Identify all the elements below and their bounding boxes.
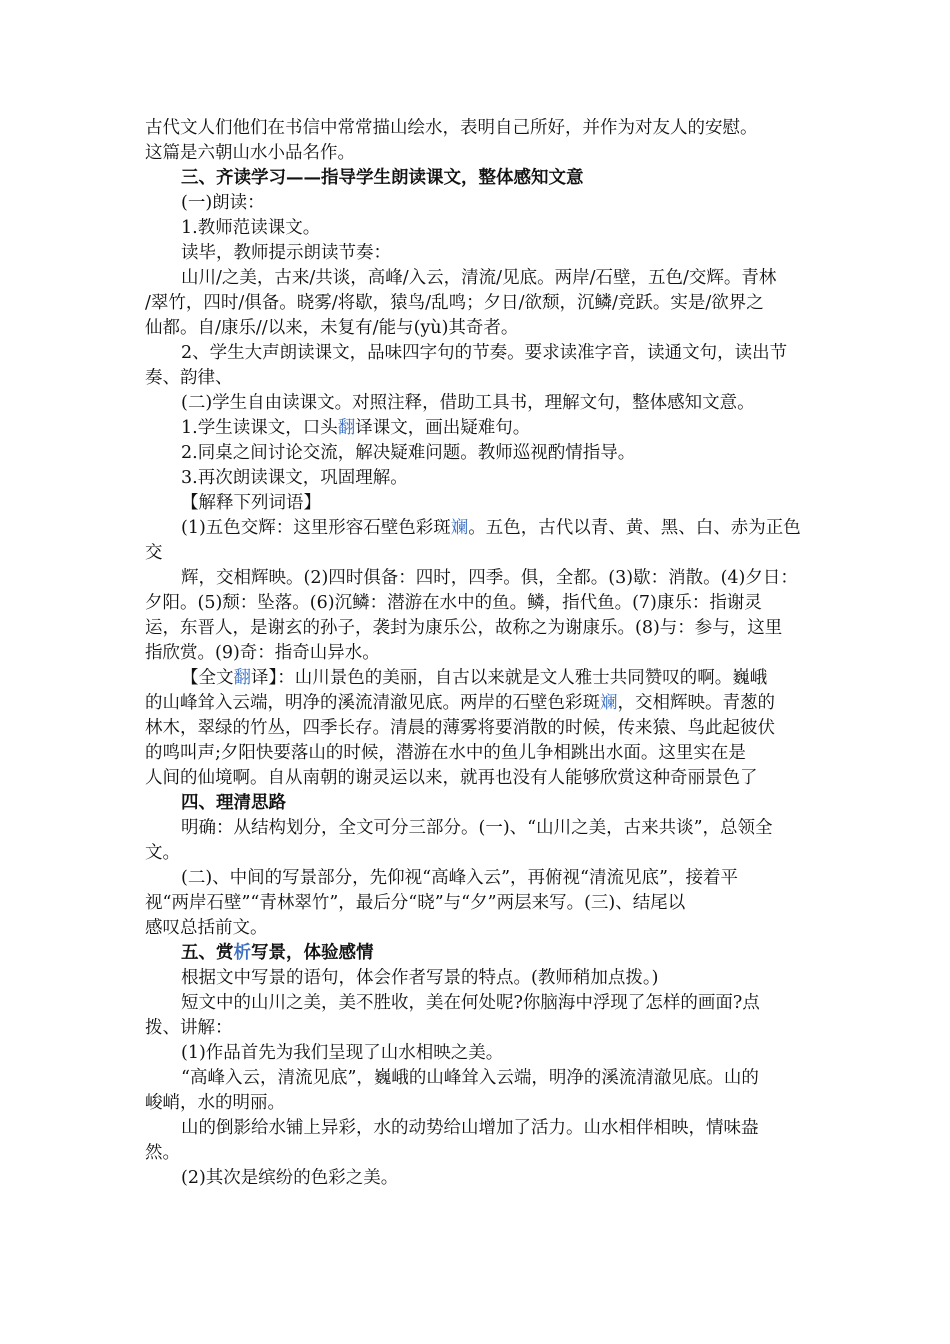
section-heading bbox=[145, 941, 810, 966]
text-segment: 译】：山川景色的美丽，自古以来就是文人雅士共同赞叹的啊。巍峨 bbox=[251, 668, 768, 688]
text-segment: 译课文，画出疑难句。 bbox=[355, 418, 531, 438]
text-segment: 写景，体验感情 bbox=[251, 943, 374, 963]
highlighted-character: 斓 bbox=[450, 518, 469, 538]
text-line: 2、学生大声朗读课文，品味四字句的节奏。要求读准字音，读通文句，读出节 bbox=[181, 343, 788, 363]
text-line: 明确：从结构划分，全文可分三部分。(一)、“山川之美，古来共谈”，总领全 bbox=[181, 818, 773, 838]
text-line: 交 bbox=[145, 543, 163, 563]
text-segment: (1)五色交辉：这里形容石壁色彩斑 bbox=[181, 518, 451, 538]
text-line: (1)作品首先为我们呈现了山水相映之美。 bbox=[181, 1043, 504, 1063]
text-line: 3.再次朗读课文，巩固理解。 bbox=[181, 468, 408, 488]
text-line: 古代文人们他们在书信中常常描山绘水，表明自己所好，并作为对友人的安慰。 bbox=[145, 118, 758, 138]
text-segment: 五、赏 bbox=[181, 943, 234, 963]
text-line: 林木，翠绿的竹丛，四季长存。清晨的薄雾将要消散的时候，传来猿、鸟此起彼伏 bbox=[145, 718, 775, 738]
text-segment: 【全文 bbox=[181, 668, 234, 688]
text-line bbox=[145, 666, 810, 691]
document-body bbox=[145, 116, 810, 1191]
text-line: 人间的仙境啊。自从南朝的谢灵运以来，就再也没有人能够欣赏这种奇丽景色了 bbox=[145, 768, 758, 788]
section-heading: 三、齐读学习——指导学生朗读课文，整体感知文意 bbox=[181, 168, 584, 188]
text-line: 山的倒影给水铺上异彩，水的动势给山增加了活力。山水相伴相映，情味盎 bbox=[181, 1118, 759, 1138]
text-line: 运，东晋人，是谢玄的孙子，袭封为康乐公，故称之为谢康乐。(8)与：参与，这里 bbox=[145, 618, 783, 638]
text-line: 根据文中写景的语句，体会作者写景的特点。(教师稍加点拨。) bbox=[181, 968, 659, 988]
text-line: 奏、韵律、 bbox=[145, 368, 233, 388]
text-line: (一)朗读： bbox=[181, 193, 265, 213]
text-line bbox=[145, 516, 810, 541]
text-line: 的鸣叫声;夕阳快要落山的时候，潜游在水中的鱼儿争相跳出水面。这里实在是 bbox=[145, 743, 746, 763]
text-line: 然。 bbox=[145, 1143, 180, 1163]
highlighted-character: 翻 bbox=[337, 418, 356, 438]
text-line: 夕阳。(5)颓：坠落。(6)沉鳞：潜游在水中的鱼。鳞，指代鱼。(7)康乐：指谢灵 bbox=[145, 593, 762, 613]
section-heading: 四、理清思路 bbox=[181, 793, 286, 813]
highlighted-character: 析 bbox=[233, 943, 251, 963]
text-line: 2.同桌之间讨论交流，解决疑难问题。教师巡视酌情指导。 bbox=[181, 443, 636, 463]
text-segment: 。五色，古代以青、黄、黑、白、赤为正色 bbox=[468, 518, 801, 538]
text-segment: 的山峰耸入云端，明净的溪流清澈见底。两岸的石壁色彩斑 bbox=[145, 693, 600, 713]
text-line: (二)学生自由读课文。对照注释，借助工具书，理解文句，整体感知文意。 bbox=[181, 393, 755, 413]
text-line bbox=[145, 691, 810, 716]
text-line: (二)、中间的写景部分，先仰视“高峰入云”，再俯视“清流见底”，接着平 bbox=[181, 868, 738, 888]
text-line: 仙都。自/康乐//以来，未复有/能与(yù)其奇者。 bbox=[145, 318, 519, 338]
text-line: 指欣赏。(9)奇：指奇山异水。 bbox=[145, 643, 380, 663]
text-line: 短文中的山川之美，美不胜收，美在何处呢?你脑海中浮现了怎样的画面?点 bbox=[181, 993, 760, 1013]
text-line: “高峰入云，清流见底”，巍峨的山峰耸入云端，明净的溪流清澈见底。山的 bbox=[181, 1068, 759, 1088]
text-line: 1.教师范读课文。 bbox=[181, 218, 321, 238]
text-line: 这篇是六朝山水小品名作。 bbox=[145, 143, 355, 163]
text-line: 文。 bbox=[145, 843, 180, 863]
text-line: 峻峭，水的明丽。 bbox=[145, 1093, 285, 1113]
text-line: 山川/之美，古来/共谈，高峰/入云，清流/见底。两岸/石壁，五色/交辉。青林 bbox=[181, 268, 777, 288]
text-line: 【解释下列词语】 bbox=[181, 493, 321, 513]
text-line: 读毕，教师提示朗读节奏： bbox=[181, 243, 391, 263]
text-segment: 1.学生读课文，口头 bbox=[181, 418, 338, 438]
highlighted-character: 翻 bbox=[233, 668, 251, 688]
text-line: (2)其次是缤纷的色彩之美。 bbox=[181, 1168, 399, 1188]
text-line: 感叹总括前文。 bbox=[145, 918, 268, 938]
text-line: 视“两岸石壁”“青林翠竹”，最后分“晓”与“夕”两层来写。(三)、结尾以 bbox=[145, 893, 686, 913]
text-line: 拨、讲解： bbox=[145, 1018, 233, 1038]
text-segment: ，交相辉映。青葱的 bbox=[617, 693, 775, 713]
highlighted-character: 斓 bbox=[600, 693, 618, 713]
text-line bbox=[145, 416, 810, 441]
text-line: 辉，交相辉映。(2)四时俱备：四时，四季。俱，全都。(3)歇：消散。(4)夕日： bbox=[181, 568, 798, 588]
text-line: /翠竹，四时/俱备。晓雾/将歇，猿鸟/乱鸣；夕日/欲颓，沉鳞/竞跃。实是/欲界之 bbox=[145, 293, 764, 313]
